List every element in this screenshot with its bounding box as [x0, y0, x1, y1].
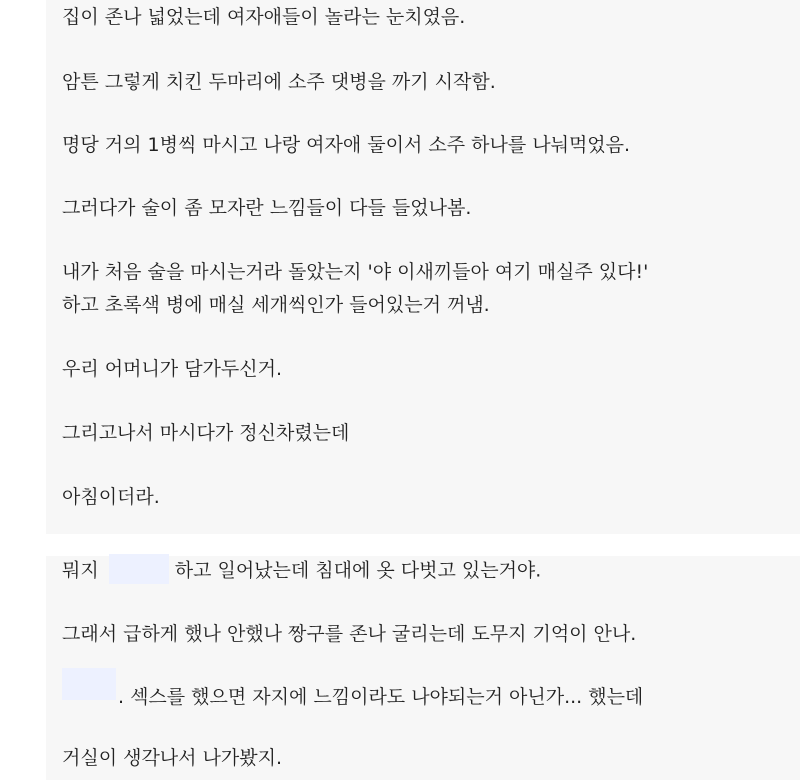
- paragraph-2: 암튼 그렇게 치킨 두마리에 소주 댓병을 까기 시작함.: [62, 71, 496, 93]
- paragraph-5-line-1: 내가 처음 술을 마시는거라 돌았는지 '야 이새끼들아 여기 매실주 있다!': [62, 261, 649, 283]
- redaction-block: [109, 554, 169, 584]
- paragraph-12: 거실이 생각나서 나가봤지.: [62, 747, 283, 769]
- redaction-block-2: [62, 668, 116, 700]
- paragraph-7: 그리고나서 마시다가 정신차렸는데: [62, 422, 350, 444]
- paragraph-8: 아침이더라.: [62, 486, 160, 508]
- paragraph-9: [62, 558, 541, 584]
- paragraph-11: . 섹스를 했으면 자지에 느낌이라도 나야되는거 아닌가... 했는데: [118, 686, 644, 708]
- paragraph-9-start: 뭐지: [62, 559, 99, 582]
- paragraph-3: 명당 거의 1병씩 마시고 나랑 여자애 둘이서 소주 하나를 나눠먹었음.: [62, 134, 631, 156]
- paragraph-9-end: 하고 일어났는데 침대에 옷 다벗고 있는거야.: [174, 559, 542, 582]
- paragraph-6: 우리 어머니가 담가두신거.: [62, 358, 283, 380]
- paragraph-1: 집이 존나 넓었는데 여자애들이 놀라는 눈치였음.: [62, 6, 466, 28]
- paragraph-10: 그래서 급하게 했나 안했나 짱구를 존나 굴리는데 도무지 기억이 안나.: [62, 623, 637, 645]
- paragraph-4: 그러다가 술이 좀 모자란 느낌들이 다들 들었나봄.: [62, 197, 472, 219]
- paragraph-5-line-2: 하고 초록색 병에 매실 세개씩인가 들어있는거 꺼냄.: [62, 294, 490, 316]
